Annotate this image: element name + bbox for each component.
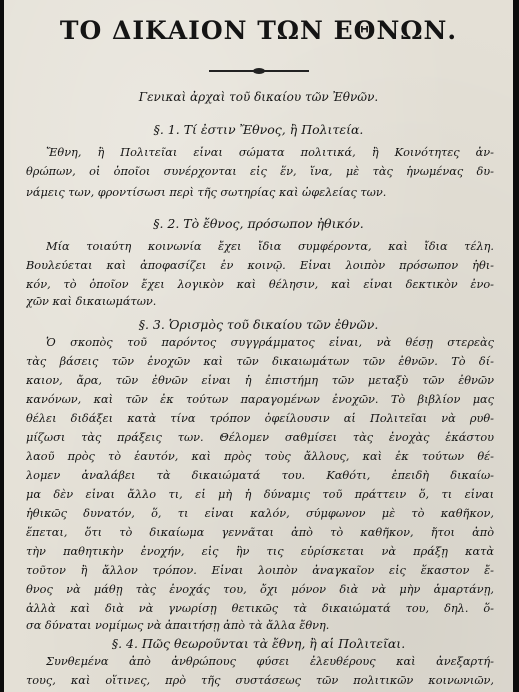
section-3-line: ἀλλὰ καὶ διὰ νὰ γνωρίσῃ θετικῶς τὰ δικαιώματά του, δηλ. ὅ-: [26, 602, 494, 615]
title-ornament-rule: [209, 70, 309, 72]
section-3-heading: §. 3. Ὁρισμὸς τοῦ δικαίου τῶν ἐθνῶν.: [138, 317, 379, 332]
page-title: ΤΟ ΔΙΚΑΙΟΝ ΤΩΝ ΕΘΝΩΝ.: [59, 16, 458, 45]
section-1-heading: §. 1. Τί ἐστιν Ἔθνος, ἢ Πολιτεία.: [153, 122, 364, 137]
section-3-line: λομεν ἀναλάβει τὰ δικαιώματά του. Καθότι, ἐπειδὴ δικαίω-: [26, 469, 494, 482]
section-3-line: ἕπεται, ὅτι τὸ δικαίωμα γεννᾶται ἀπὸ τὸ καθῆκον, ἤτοι ἀπὸ: [26, 526, 494, 539]
section-3-line: τὰς βάσεις τῶν ἐνοχῶν καὶ τῶν δικαιωμάτων τῶν ἐθνῶν. Τὸ δί-: [26, 355, 494, 368]
section-3-line: θέλει διδάξει κατὰ τίνα τρόπον ὀφείλουσιν αἱ Πολιτεῖαι νὰ ρυθ-: [26, 412, 494, 425]
section-2-line: Βουλεύεται καὶ ἀποφασίζει ἐν κοινῷ. Εἶναι λοιπὸν πρόσωπον ἠθι-: [26, 259, 494, 272]
section-2-line: κόν, τὸ ὁποῖον ἔχει λογικὸν καὶ θέλησιν, καὶ εἶναι δεκτικὸν ἐνο-: [26, 278, 494, 291]
document-page: [4, 0, 513, 692]
section-3-line: τὴν παθητικὴν ἐνοχήν, εἰς ἣν τις εὑρίσκεται νὰ πράξῃ κατὰ: [26, 545, 494, 558]
section-1-line: νάμεις των, φροντίσωσι περὶ τῆς σωτηρίας καὶ ὠφελείας των.: [26, 186, 387, 199]
section-3-line: κανόνων, καὶ τῶν ἐκ τούτων παραγομένων ἐνοχῶν. Τὸ βιβλίον μας: [26, 393, 494, 406]
section-3-line: ἠθικῶς δυνατόν, ὅ, τι εἶναι καλόν, σύμφωνον μὲ τὸ καθῆκον,: [26, 507, 494, 520]
section-2-line: χῶν καὶ δικαιωμάτων.: [26, 295, 157, 308]
section-3-line: σα δύναται νομίμως νὰ ἀπαιτήσῃ ἀπὸ τὰ ἄλλα ἔθνη.: [26, 619, 330, 632]
section-3-line: λαοῦ πρὸς τὸ ἑαυτόν, καὶ πρὸς τοὺς ἄλλους, καὶ ἐκ τούτων θέ-: [26, 450, 494, 463]
section-3-line: καιον, ἄρα, τῶν ἐθνῶν εἶναι ἡ ἐπιστήμη τῶν μεταξὺ τῶν ἐθνῶν: [26, 374, 494, 387]
section-2-heading: §. 2. Τὸ ἔθνος, πρόσωπον ἠθικόν.: [153, 216, 364, 231]
section-3-line: θνος νὰ μάθῃ τὰς ἐνοχάς του, ὄχι μόνον διὰ νὰ μὴν ἁμαρτάνῃ,: [26, 583, 494, 596]
section-4-heading: §. 4. Πῶς θεωροῦνται τὰ ἔθνη, ἢ αἱ Πολιτεῖαι.: [111, 636, 406, 651]
section-4-line: τους, καὶ οἵτινες, πρὸ τῆς συστάσεως τῶν πολιτικῶν κοινωνιῶν,: [26, 674, 494, 687]
document-subtitle: Γενικαὶ ἀρχαὶ τοῦ δικαίου τῶν Ἐθνῶν.: [138, 90, 379, 104]
section-2-line: Μία τοιαύτη κοινωνία ἔχει ἴδια συμφέροντα, καὶ ἴδια τέλη.: [46, 240, 494, 253]
section-4-line: Συνθεμένα ἀπὸ ἀνθρώπους φύσει ἐλευθέρους καὶ ἀνεξαρτή-: [46, 655, 494, 668]
scan-border-right: [513, 0, 519, 692]
section-3-line: τοῦτον ἢ ἄλλον τρόπον. Εἶναι λοιπὸν ἀναγκαῖον εἰς ἕκαστον ἔ-: [26, 564, 494, 577]
section-1-line: Ἔθνη, ἢ Πολιτεῖαι εἶναι σώματα πολιτικά, ἢ Κοινότητες ἀν-: [46, 146, 494, 159]
section-1-line: θρώπων, οἱ ὁποῖοι συνέρχονται εἰς ἕν, ἵνα, μὲ τὰς ἡνωμένας δυ-: [26, 165, 494, 178]
section-3-line: Ὁ σκοπὸς τοῦ παρόντος συγγράμματος εἶναι, νὰ θέσῃ στερεὰς: [46, 336, 494, 349]
section-3-line: μίζωσι τὰς πράξεις των. Θέλομεν σαθμίσει τὰς ἐνοχὰς ἑκάστου: [26, 431, 494, 444]
section-3-line: μα δὲν εἶναι ἄλλο τι, εἰ μὴ ἡ δύναμις τοῦ πράττειν ὅ, τι εἶναι: [26, 488, 494, 501]
